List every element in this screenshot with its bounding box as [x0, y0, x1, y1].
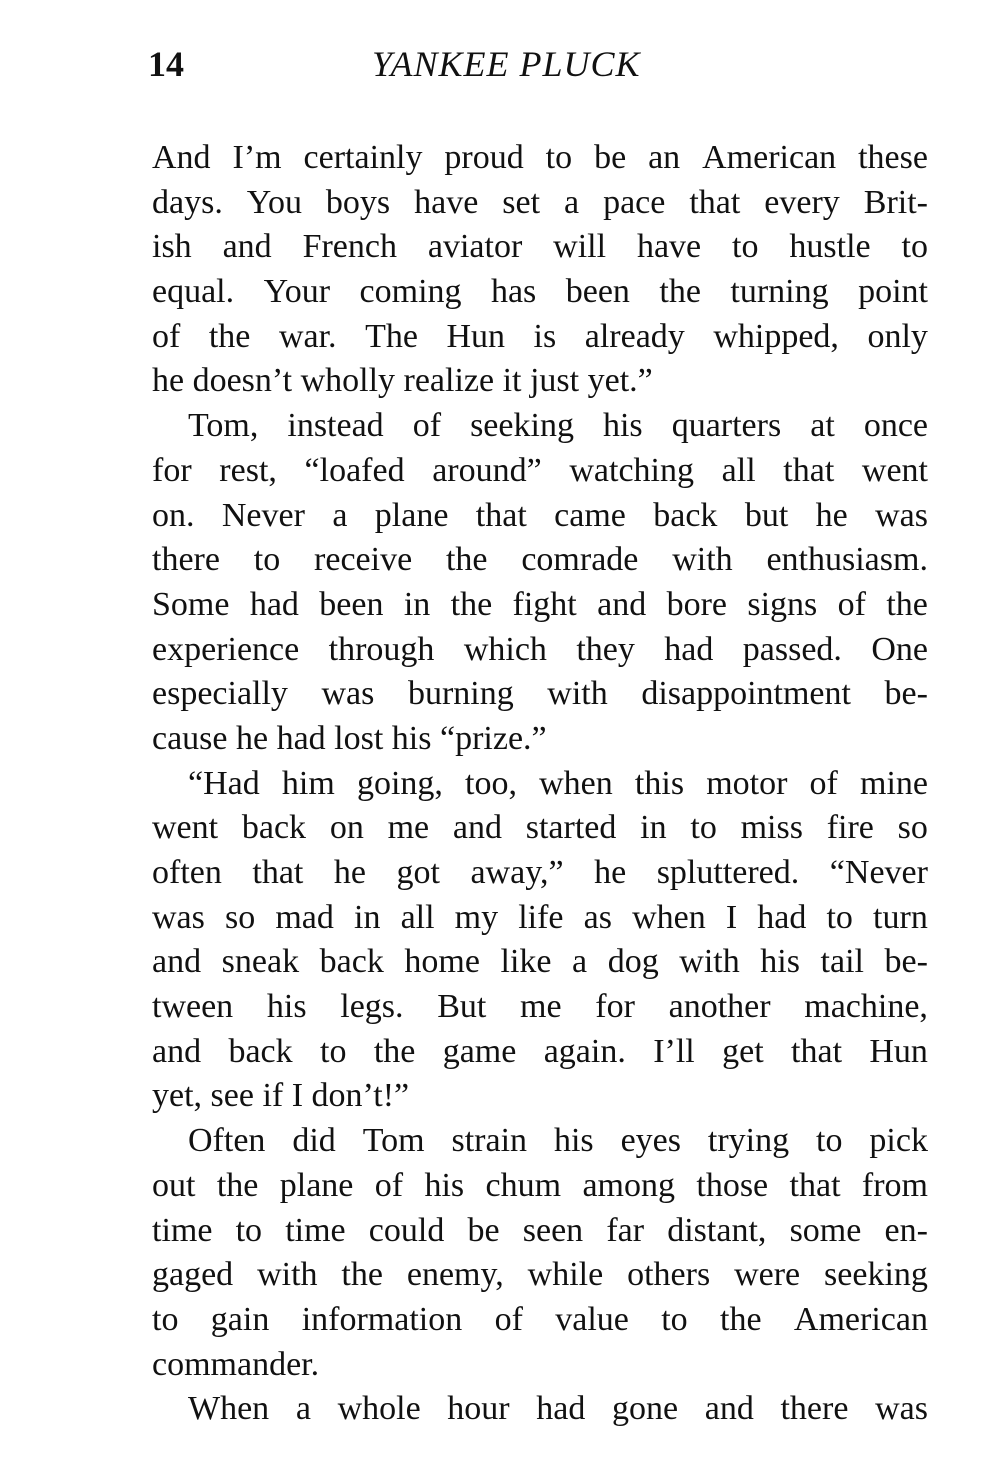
word: to: [732, 228, 759, 266]
word: coming: [359, 273, 462, 311]
word: chum: [485, 1166, 562, 1204]
word: Tom: [362, 1122, 425, 1160]
word: plane: [279, 1166, 354, 1204]
word: en-: [884, 1211, 928, 1249]
word: gain: [210, 1300, 270, 1338]
text-line: [152, 449, 928, 494]
word: Hun: [869, 1032, 928, 1070]
word: there: [152, 541, 220, 579]
word: gone: [612, 1390, 679, 1428]
word: tween: [152, 988, 234, 1026]
running-title: YANKEE PLUCK: [372, 44, 641, 84]
word: experience: [152, 630, 300, 668]
word: of: [494, 1300, 523, 1338]
text-line: [152, 538, 928, 583]
word: American: [793, 1300, 928, 1338]
word: that: [783, 451, 835, 489]
word: turning: [730, 273, 829, 311]
word: trying: [707, 1122, 790, 1160]
word: this: [634, 764, 685, 802]
word: to: [152, 1300, 179, 1338]
word: French: [302, 228, 397, 266]
word: was: [875, 496, 928, 534]
word: fire: [826, 809, 874, 847]
word: Some: [152, 585, 230, 623]
word: to: [901, 228, 928, 266]
text-line: [152, 315, 928, 360]
word: be: [467, 1211, 500, 1249]
word: the: [886, 585, 928, 623]
word: passed.: [742, 630, 842, 668]
word: disappointment: [641, 675, 851, 713]
word: already: [584, 317, 685, 355]
word: hustle: [789, 228, 871, 266]
word: watching: [569, 451, 695, 489]
text-line: [152, 940, 928, 985]
word: while: [527, 1256, 604, 1294]
word: point: [858, 273, 928, 311]
word: set: [502, 183, 541, 221]
word: out: [152, 1166, 196, 1204]
word: motor: [706, 764, 788, 802]
text-line: [152, 1387, 928, 1432]
word: was: [321, 675, 375, 713]
line-text: cause he had lost his “prize.”: [152, 719, 547, 757]
word: get: [722, 1032, 764, 1070]
word: boys: [325, 183, 391, 221]
word: been: [565, 273, 630, 311]
text-line: [152, 1030, 928, 1075]
word: a: [572, 943, 588, 981]
word: back: [653, 496, 718, 534]
word: mine: [860, 764, 928, 802]
word: hour: [447, 1390, 510, 1428]
word: and: [704, 1390, 754, 1428]
word: aviator: [427, 228, 523, 266]
word: the: [208, 317, 251, 355]
word: could: [368, 1211, 445, 1249]
word: war.: [278, 317, 337, 355]
word: these: [858, 139, 928, 176]
word: the: [341, 1256, 383, 1294]
word: receive: [314, 541, 413, 579]
word: miss: [740, 809, 803, 847]
word: have: [636, 228, 702, 266]
word: enthusiasm.: [766, 541, 928, 579]
text-line: [152, 1164, 928, 1209]
word: information: [301, 1300, 463, 1338]
word: life: [518, 898, 564, 936]
word: seeking: [824, 1256, 928, 1294]
word: me: [520, 988, 562, 1026]
word: they: [576, 630, 635, 668]
word: often: [152, 854, 222, 891]
word: some: [789, 1211, 862, 1249]
word: in: [403, 585, 431, 623]
word: “Had: [188, 764, 260, 802]
word: for: [595, 988, 635, 1026]
text-line: [152, 136, 928, 181]
word: seeking: [470, 407, 574, 445]
word: been: [319, 585, 384, 623]
word: to: [826, 898, 853, 936]
text-line: [152, 628, 928, 673]
word: and: [222, 228, 272, 266]
word: back: [241, 809, 307, 847]
word: at: [810, 407, 835, 445]
word: came: [554, 496, 626, 534]
word: but: [744, 496, 789, 534]
body-text: [152, 136, 928, 1432]
word: be: [594, 139, 627, 176]
word: of: [374, 1166, 404, 1204]
word: burning: [407, 675, 514, 713]
word: on.: [152, 496, 195, 534]
word: The: [365, 317, 418, 355]
word: the: [373, 1032, 416, 1070]
word: proud: [444, 139, 524, 176]
word: was: [152, 898, 205, 936]
word: another: [668, 988, 771, 1026]
text-line: [152, 1343, 928, 1388]
word: sneak: [221, 943, 300, 981]
word: with: [679, 943, 740, 981]
word: through: [328, 630, 435, 668]
word: seen: [522, 1211, 584, 1249]
text-line: [152, 1209, 928, 1254]
word: fight: [512, 585, 577, 623]
text-line: [152, 717, 928, 762]
word: which: [463, 630, 547, 668]
word: whipped,: [713, 317, 839, 355]
line-text: yet, see if I don’t!”: [152, 1077, 410, 1115]
word: rest,: [219, 451, 277, 489]
word: comrade: [521, 541, 639, 579]
word: dog: [607, 943, 659, 981]
word: too,: [465, 764, 517, 802]
word: a: [564, 183, 580, 221]
word: Tom,: [188, 407, 259, 445]
word: had: [664, 630, 714, 668]
text-line: [152, 1298, 928, 1343]
word: with: [672, 541, 733, 579]
word: like: [500, 943, 552, 981]
word: Brit-: [863, 183, 928, 221]
word: One: [871, 630, 928, 668]
word: that: [689, 183, 741, 221]
text-line: [152, 1119, 928, 1164]
word: machine,: [804, 988, 928, 1026]
word: whole: [337, 1390, 421, 1428]
word: game: [442, 1032, 517, 1070]
word: those: [696, 1166, 769, 1204]
word: among: [582, 1166, 675, 1204]
word: especially: [152, 675, 288, 713]
word: have: [414, 183, 479, 221]
word: from: [861, 1166, 928, 1204]
word: an: [648, 139, 681, 176]
word: when: [539, 764, 613, 802]
word: is: [533, 317, 557, 355]
word: had: [249, 585, 299, 623]
word: distant,: [667, 1211, 767, 1249]
word: enemy,: [406, 1256, 504, 1294]
word: “Never: [829, 854, 928, 891]
word: to: [320, 1032, 347, 1070]
word: the: [450, 585, 493, 623]
word: eyes: [620, 1122, 681, 1160]
text-line: [152, 985, 928, 1030]
text-line: [152, 583, 928, 628]
word: plane: [374, 496, 449, 534]
word: he: [815, 496, 848, 534]
word: time: [285, 1211, 346, 1249]
word: spluttered.: [656, 854, 800, 891]
word: as: [583, 898, 612, 936]
word: him: [281, 764, 335, 802]
word: his: [602, 407, 643, 445]
text-line: [152, 851, 928, 896]
word: And: [152, 139, 211, 176]
word: started: [525, 809, 617, 847]
word: turn: [873, 898, 928, 936]
text-line: [152, 1074, 928, 1119]
word: all: [721, 451, 756, 489]
word: was: [875, 1390, 928, 1428]
word: Never: [221, 496, 305, 534]
word: legs.: [340, 988, 404, 1026]
word: went: [152, 809, 219, 847]
word: a: [295, 1390, 311, 1428]
word: he: [333, 854, 366, 891]
word: to: [253, 541, 281, 579]
word: the: [659, 273, 701, 311]
word: the: [720, 1300, 762, 1338]
word: only: [867, 317, 928, 355]
word: pick: [869, 1122, 928, 1160]
page-number: 14: [148, 44, 184, 84]
word: and: [452, 809, 502, 847]
word: will: [553, 228, 607, 266]
word: back: [319, 943, 384, 981]
word: back: [228, 1032, 293, 1070]
word: had: [757, 898, 807, 936]
word: my: [454, 898, 499, 936]
word: to: [690, 809, 717, 847]
word: certainly: [303, 139, 423, 176]
word: and: [152, 943, 202, 981]
word: every: [764, 183, 840, 221]
word: home: [404, 943, 480, 981]
word: to: [545, 139, 573, 176]
word: that: [252, 854, 304, 891]
word: his: [760, 943, 800, 981]
word: on: [329, 809, 364, 847]
text-line: [152, 494, 928, 539]
word: so: [897, 809, 928, 847]
word: be-: [884, 943, 928, 981]
text-line: [152, 1253, 928, 1298]
word: mad: [275, 898, 334, 936]
line-text: he doesn’t wholly realize it just yet.”: [152, 362, 653, 400]
word: when: [632, 898, 706, 936]
word: of: [837, 585, 866, 623]
word: strain: [451, 1122, 528, 1160]
word: the: [445, 541, 488, 579]
text-line: [152, 359, 928, 404]
word: tail: [820, 943, 864, 981]
word: quarters: [671, 407, 782, 445]
word: that: [789, 1166, 841, 1204]
word: to: [235, 1211, 263, 1249]
text-line: [152, 762, 928, 807]
text-line: [152, 404, 928, 449]
word: pace: [603, 183, 666, 221]
word: had: [536, 1390, 586, 1428]
word: But: [437, 988, 487, 1026]
word: far: [606, 1211, 645, 1249]
word: ish: [152, 228, 192, 266]
word: that: [475, 496, 527, 534]
line-text: commander.: [152, 1345, 320, 1383]
text-line: [152, 672, 928, 717]
word: equal.: [152, 273, 235, 311]
word: Often: [188, 1122, 266, 1160]
word: gaged: [152, 1256, 234, 1294]
word: his: [266, 988, 307, 1026]
text-line: [152, 181, 928, 226]
word: for: [152, 451, 192, 489]
word: in: [640, 809, 667, 847]
word: You: [246, 183, 302, 221]
word: American: [702, 139, 837, 176]
word: with: [547, 675, 608, 713]
word: the: [216, 1166, 259, 1204]
word: were: [734, 1256, 801, 1294]
word: away,”: [470, 854, 564, 891]
word: a: [332, 496, 348, 534]
word: that: [791, 1032, 843, 1070]
word: I’ll: [653, 1032, 695, 1070]
text-line: [152, 896, 928, 941]
word: once: [863, 407, 928, 445]
word: and: [152, 1032, 202, 1070]
word: days.: [152, 183, 223, 221]
word: got: [396, 854, 440, 891]
word: be-: [884, 675, 928, 713]
word: so: [225, 898, 256, 936]
word: of: [152, 317, 181, 355]
word: me: [387, 809, 430, 847]
word: again.: [543, 1032, 626, 1070]
word: he: [594, 854, 627, 891]
word: did: [292, 1122, 336, 1160]
word: Your: [263, 273, 331, 311]
word: all: [400, 898, 435, 936]
word: Hun: [446, 317, 506, 355]
word: instead: [287, 407, 384, 445]
word: others: [627, 1256, 711, 1294]
word: time: [152, 1211, 213, 1249]
word: going,: [356, 764, 443, 802]
word: and: [597, 585, 647, 623]
text-line: [152, 225, 928, 270]
text-line: [152, 270, 928, 315]
text-line: [152, 806, 928, 851]
word: in: [354, 898, 381, 936]
word: When: [188, 1390, 270, 1428]
word: around”: [432, 451, 542, 489]
word: bore: [666, 585, 727, 623]
word: went: [861, 451, 928, 489]
word: of: [809, 764, 838, 802]
word: there: [780, 1390, 849, 1428]
word: his: [424, 1166, 465, 1204]
word: “loafed: [304, 451, 405, 489]
word: I’m: [232, 139, 282, 176]
word: value: [555, 1300, 629, 1338]
word: has: [490, 273, 537, 311]
word: signs: [747, 585, 818, 623]
word: his: [553, 1122, 594, 1160]
word: to: [661, 1300, 688, 1338]
word: I: [725, 898, 738, 936]
word: with: [257, 1256, 318, 1294]
word: to: [816, 1122, 843, 1160]
word: of: [412, 407, 442, 445]
